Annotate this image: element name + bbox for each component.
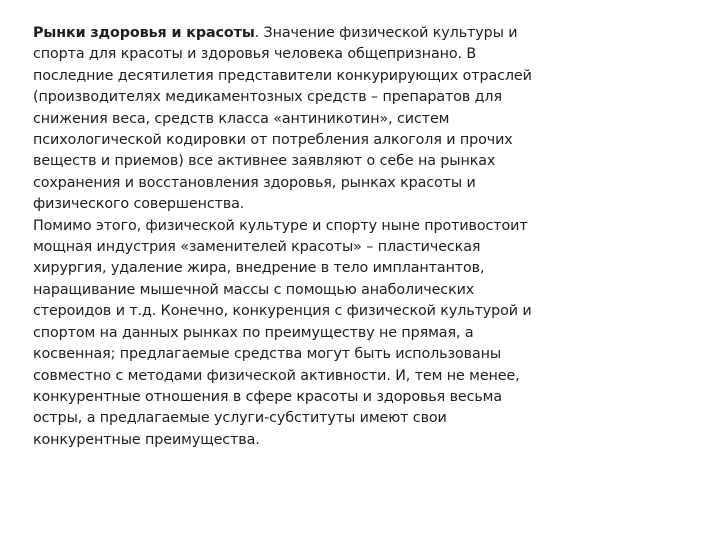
text-line: физического совершенства. xyxy=(33,196,245,213)
text-line: снижения веса, средств класса «антиникотин», систем xyxy=(33,110,450,127)
text-line: хирургия, удаление жира, внедрение в тело имплантантов, xyxy=(33,260,485,277)
text-line: конкурентные преимущества. xyxy=(33,431,260,448)
text-line: косвенная; предлагаемые средства могут быть использованы xyxy=(33,346,502,363)
text-line: совместно с методами физической активности. И, тем не менее, xyxy=(33,367,520,384)
text-line: мощная индустрия «заменителей красоты» – пластическая xyxy=(33,239,481,256)
text-line: последние десятилетия представители конкурирующих отраслей xyxy=(33,67,532,84)
text-fragment: . Значение физической культуры и xyxy=(254,25,518,41)
section-heading: Рынки здоровья и красоты xyxy=(33,25,255,41)
text-line: наращивание мышечной массы с помощью анаболических xyxy=(33,281,475,298)
text-line: (производителях медикаментозных средств – препаратов для xyxy=(33,89,502,106)
text-line: стероидов и т.д. Конечно, конкуренция с физической культурой и xyxy=(33,303,532,320)
text-line: веществ и приемов) все активнее заявляют о себе на рынках xyxy=(33,153,496,170)
text-line: психологической кодировки от потребления алкоголя и прочих xyxy=(33,132,513,149)
body-text xyxy=(33,23,553,451)
text-line xyxy=(33,23,553,44)
text-line: сохранения и восстановления здоровья, рынках красоты и xyxy=(33,174,476,191)
text-line: конкурентные отношения в сфере красоты и здоровья весьма xyxy=(33,388,503,405)
text-line: спорта для красоты и здоровья человека общепризнано. В xyxy=(33,46,477,63)
text-line: спортом на данных рынках по преимуществу не прямая, а xyxy=(33,324,474,341)
text-line: Помимо этого, физической культуре и спорту ныне противостоит xyxy=(33,217,528,234)
text-line: остры, а предлагаемые услуги-субституты имеют свои xyxy=(33,410,447,427)
